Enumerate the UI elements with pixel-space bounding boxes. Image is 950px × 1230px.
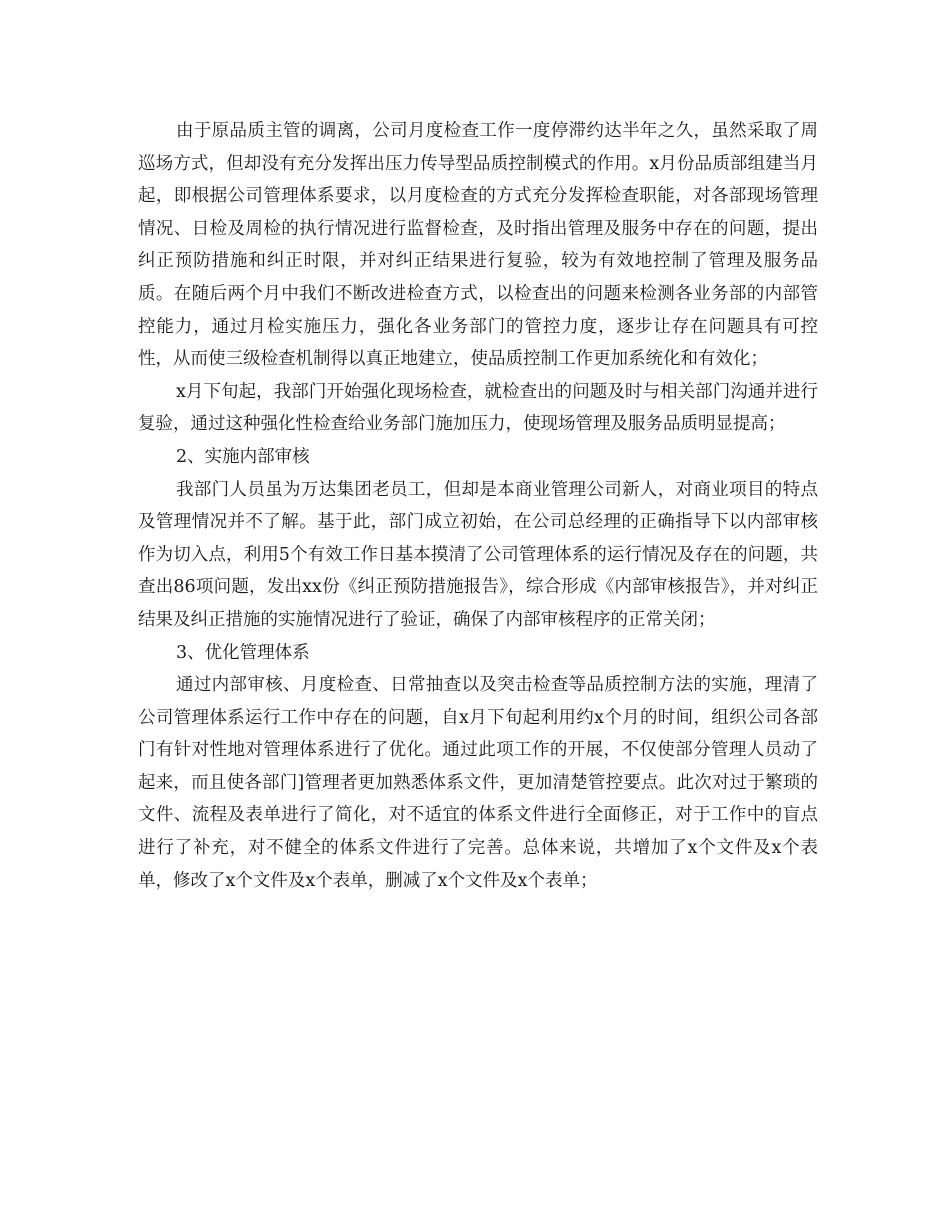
heading-optimize-system: 3、优化管理体系 (176, 642, 310, 663)
document-body (138, 115, 818, 897)
heading-internal-audit: 2、实施内部审核 (176, 446, 310, 467)
paragraph-monthly-inspection: 由于原品质主管的调离，公司月度检查工作一度停滞约达半年之久，虽然采取了周巡场方式，但却没有充分发挥出压力传导型品质控制模式的作用。x月份品质部组建当月起，即根据公司管理体系要求，以月度检查的方式充分发挥检查职能，对各部现场管理情况、日检及周检的执行情况进行监督检查，及时指出管理及服务中存在的问题，提出纠正预防措施和纠正时限，并对纠正结果进行复验，较为有效地控制了管理及服务品质。在随后两个月中我们不断改进检查方式，以检查出的问题来检测各业务部的内部管控能力，通过月检实施压力，强化各业务部门的管控力度，逐步让存在问题具有可控性，从而使三级检查机制得以真正地建立，使品质控制工作更加系统化和有效化； (138, 121, 818, 370)
paragraph-optimize-system: 通过内部审核、月度检查、日常抽查以及突击检查等品质控制方法的实施，理清了公司管理体系运行工作中存在的问题，自x月下旬起利用约x个月的时间，组织公司各部门有针对性地对管理体系进行了优化。通过此项工作的开展，不仅使部分管理人员动了起来，而且使各部门]管理者更加熟悉体系文件，更加清楚管控要点。此次对过于繁琐的文件、流程及表单进行了简化，对不适宜的体系文件进行全面修正，对于工作中的盲点进行了补充，对不健全的体系文件进行了完善。总体来说，共增加了x个文件及x个表单，修改了x个文件及x个表单，删减了x个文件及x个表单； (138, 675, 818, 891)
paragraph-internal-audit: 我部门人员虽为万达集团老员工，但却是本商业管理公司新人，对商业项目的特点及管理情况并不了解。基于此，部门成立初始，在公司总经理的正确指导下以内部审核作为切入点，利用5个有效工作日基本摸清了公司管理体系的运行情况及存在的问题，共查出86项问题，发出xx份《纠正预防措施报告》，综合形成《内部审核报告》，并对纠正结果及纠正措施的实施情况进行了验证，确保了内部审核程序的正常关闭； (138, 479, 818, 630)
paragraph-site-inspection: x月下旬起，我部门开始强化现场检查，就检查出的问题及时与相关部门沟通并进行复验，通过这种强化性检查给业务部门施加压力，使现场管理及服务品质明显提高； (138, 381, 818, 435)
